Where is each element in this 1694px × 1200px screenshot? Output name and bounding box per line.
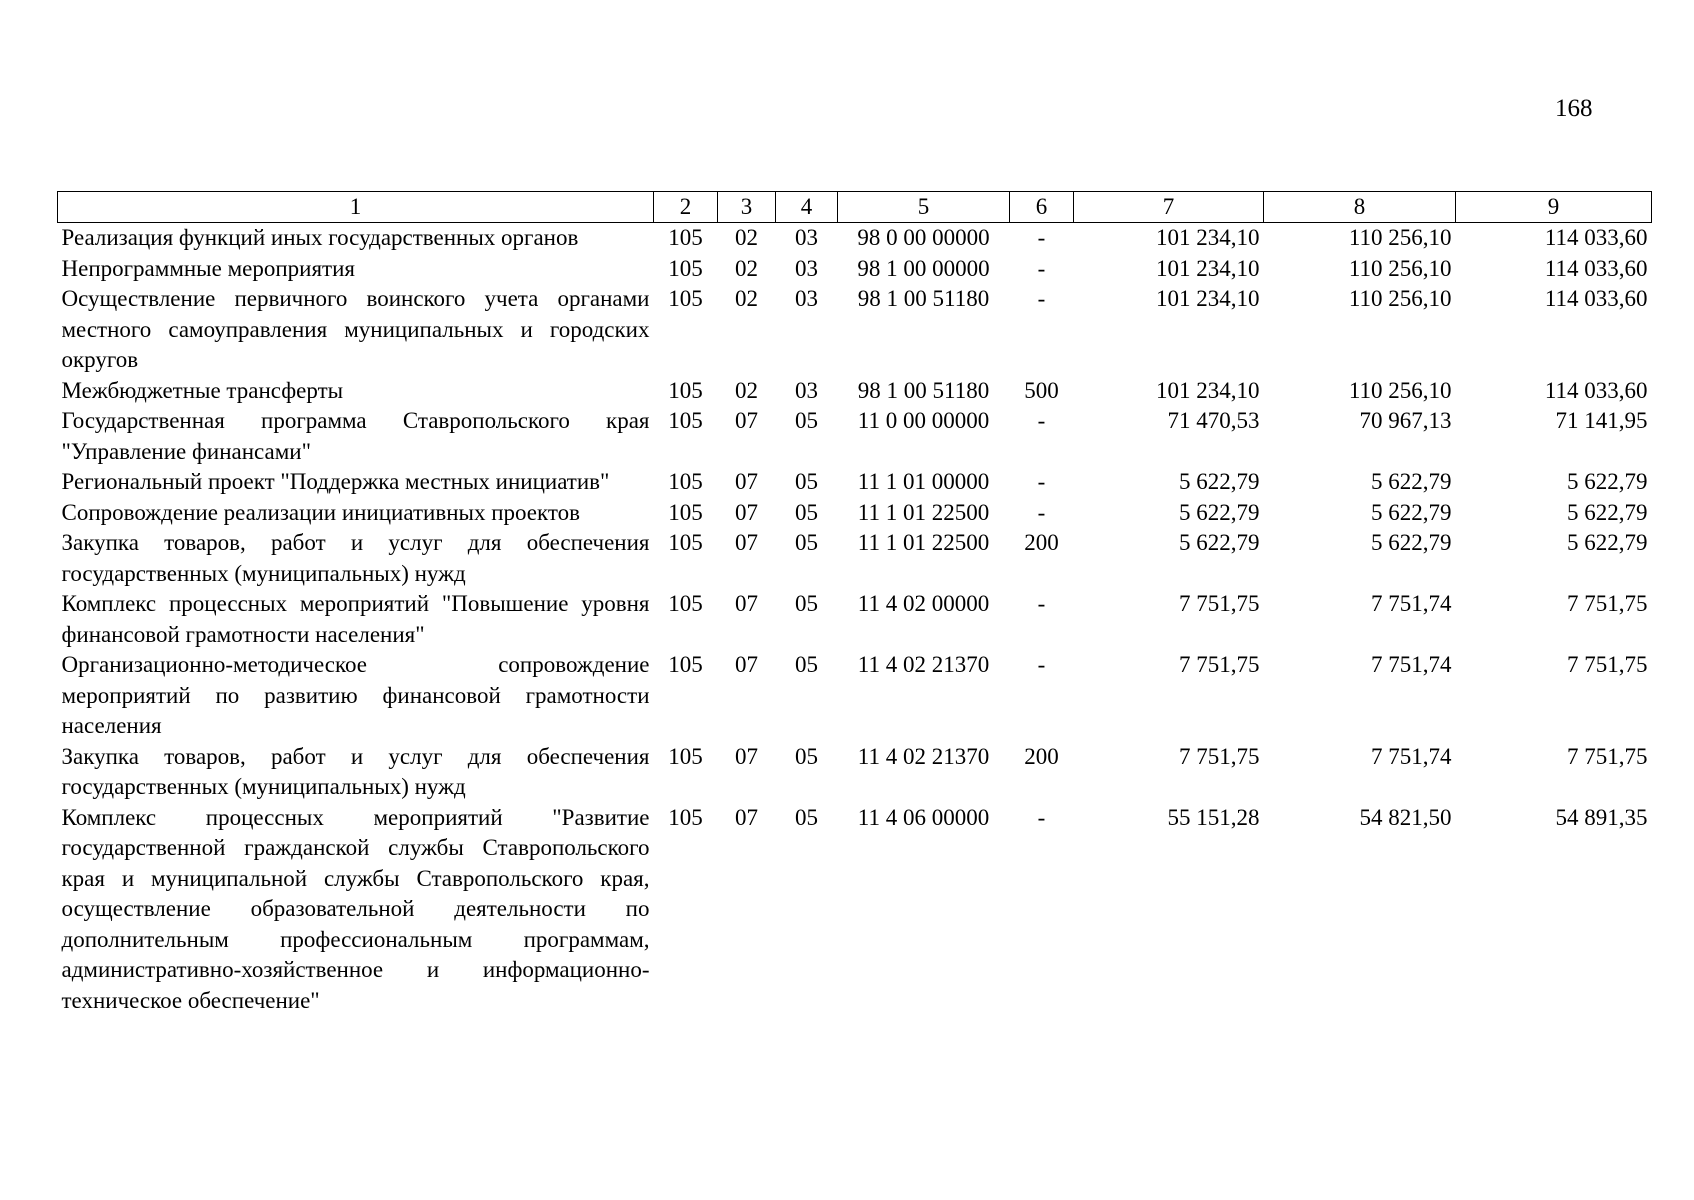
amount-cell: 7 751,75 [1567,652,1648,677]
code-cell: - [1037,255,1046,281]
code-cell: 05 [795,499,818,525]
amount-cell: 101 234,10 [1156,286,1260,311]
code-cell: 05 [795,408,818,433]
code-cell: 02 [735,377,758,403]
amount-cell: 5 622,79 [1371,530,1452,555]
amount-cell: 7 751,75 [1179,743,1260,769]
amount-cell: 54 891,35 [1555,804,1648,830]
code-cell: 07 [735,499,758,525]
row-name-cell: Организационно-методическое сопровождение мероприятий по развитию финансовой грамотности населения [61,652,650,738]
row-name-cell: Реализация функций иных государственных органов [61,225,579,250]
code-cell: 07 [735,743,758,769]
code-cell: 07 [735,530,758,555]
amount-cell: 71 141,95 [1555,408,1648,433]
code-cell: 105 [668,225,703,250]
amount-cell: 101 234,10 [1156,225,1260,250]
code-cell: 200 [1024,530,1059,555]
amount-cell: 7 751,74 [1371,743,1452,769]
code-cell: 105 [668,652,703,677]
amount-cell: 5 622,79 [1567,469,1648,494]
amount-cell: 114 033,60 [1544,255,1648,281]
column-header: 1 [58,192,654,223]
code-cell: 11 1 01 22500 [857,530,990,555]
table-row [58,376,1652,407]
row-name-cell: Региональный проект "Поддержка местных инициатив" [61,469,610,494]
page-number: 168 [1555,95,1593,122]
code-cell: 105 [668,377,703,403]
amount-cell: 7 751,74 [1371,591,1452,616]
code-cell: 11 1 01 00000 [857,469,990,494]
amount-cell: 7 751,75 [1567,743,1648,769]
code-cell: 07 [735,469,758,494]
row-name-cell: Закупка товаров, работ и услуг для обеспечения государственных (муниципальных) нужд [61,530,650,586]
amount-cell: 114 033,60 [1544,377,1648,403]
code-cell: 03 [795,255,818,281]
code-cell: 105 [668,530,703,555]
table-row [58,589,1652,650]
code-cell: 105 [668,469,703,494]
code-cell: 98 0 00 00000 [857,225,990,250]
amount-cell: 7 751,75 [1179,652,1260,677]
code-cell: 07 [735,804,758,830]
row-name-cell: Комплекс процессных мероприятий "Повышение уровня финансовой грамотности населения" [61,591,650,647]
amount-cell: 110 256,10 [1348,377,1452,403]
code-cell: 105 [668,591,703,616]
amount-cell: 5 622,79 [1371,499,1452,525]
amount-cell: 71 470,53 [1167,408,1260,433]
amount-cell: 70 967,13 [1359,408,1452,433]
table-header-row [58,192,1652,223]
table-row [58,803,1652,1017]
code-cell: 07 [735,652,758,677]
code-cell: 05 [795,530,818,555]
column-header: 6 [1010,192,1074,223]
row-name-cell: Сопровождение реализации инициативных проектов [61,499,580,525]
amount-cell: 7 751,75 [1179,591,1260,616]
code-cell: 02 [735,225,758,250]
table-row [58,742,1652,803]
amount-cell: 101 234,10 [1156,255,1260,281]
table-row [58,223,1652,254]
code-cell: 105 [668,743,703,769]
amount-cell: 54 821,50 [1359,804,1452,830]
table-row [58,284,1652,376]
column-header: 5 [838,192,1010,223]
code-cell: 11 0 00 00000 [857,408,990,433]
code-cell: - [1037,591,1046,616]
amount-cell: 5 622,79 [1179,469,1260,494]
code-cell: 105 [668,286,703,311]
amount-cell: 114 033,60 [1544,286,1648,311]
column-header: 8 [1264,192,1456,223]
code-cell: 03 [795,286,818,311]
amount-cell: 110 256,10 [1348,225,1452,250]
code-cell: 105 [668,408,703,433]
code-cell: 11 1 01 22500 [857,499,990,525]
column-header: 2 [654,192,718,223]
code-cell: 11 4 06 00000 [857,804,990,830]
row-name-cell: Непрограммные мероприятия [61,255,355,281]
amount-cell: 7 751,75 [1567,591,1648,616]
table-row [58,528,1652,589]
code-cell: 11 4 02 21370 [857,652,990,677]
code-cell: 05 [795,652,818,677]
amount-cell: 5 622,79 [1371,469,1452,494]
code-cell: 03 [795,377,818,403]
code-cell: 05 [795,469,818,494]
code-cell: 105 [668,499,703,525]
code-cell: 11 4 02 21370 [857,743,990,769]
budget-table [57,191,1652,1016]
table-body [58,223,1652,1017]
table-row [58,254,1652,285]
row-name-cell: Государственная программа Ставропольского края "Управление финансами" [61,408,650,464]
amount-cell: 5 622,79 [1179,530,1260,555]
code-cell: 05 [795,804,818,830]
row-name-cell: Закупка товаров, работ и услуг для обеспечения государственных (муниципальных) нужд [61,743,650,799]
amount-cell: 5 622,79 [1567,530,1648,555]
amount-cell: 5 622,79 [1179,499,1260,525]
row-name-cell: Межбюджетные трансферты [61,377,344,403]
row-name-cell: Осуществление первичного воинского учета органами местного самоуправления муниципальных и городских округов [61,286,650,372]
column-header: 3 [718,192,776,223]
code-cell: - [1037,499,1046,525]
code-cell: 98 1 00 51180 [857,377,990,403]
column-header: 9 [1456,192,1652,223]
table-row [58,406,1652,467]
amount-cell: 5 622,79 [1567,499,1648,525]
code-cell: - [1037,469,1046,494]
code-cell: 02 [735,286,758,311]
code-cell: 105 [668,255,703,281]
code-cell: 98 1 00 51180 [857,286,990,311]
code-cell: 200 [1024,743,1059,769]
table-row [58,498,1652,529]
column-header: 4 [776,192,838,223]
code-cell: 05 [795,591,818,616]
amount-cell: 110 256,10 [1348,255,1452,281]
code-cell: - [1037,286,1046,311]
code-cell: 98 1 00 00000 [857,255,990,281]
code-cell: - [1037,408,1046,433]
amount-cell: 7 751,74 [1371,652,1452,677]
amount-cell: 101 234,10 [1156,377,1260,403]
code-cell: - [1037,225,1046,250]
code-cell: 105 [668,804,703,830]
table-row [58,467,1652,498]
table-row [58,650,1652,742]
code-cell: 02 [735,255,758,281]
code-cell: - [1037,804,1046,830]
column-header: 7 [1074,192,1264,223]
code-cell: 11 4 02 00000 [857,591,990,616]
code-cell: 07 [735,591,758,616]
code-cell: 500 [1024,377,1059,403]
amount-cell: 110 256,10 [1348,286,1452,311]
amount-cell: 55 151,28 [1167,804,1260,830]
amount-cell: 114 033,60 [1544,225,1648,250]
row-name-cell: Комплекс процессных мероприятий "Развитие государственной гражданской службы Ставропольского края и муниципальной службы Ставропольского края, осуществление образовательной деятельности по дополнительным профессиональным программам, административно-хозяйственное и информационно-техническое обеспечение" [61,804,650,1013]
code-cell: 03 [795,225,818,250]
code-cell: 07 [735,408,758,433]
code-cell: - [1037,652,1046,677]
code-cell: 05 [795,743,818,769]
